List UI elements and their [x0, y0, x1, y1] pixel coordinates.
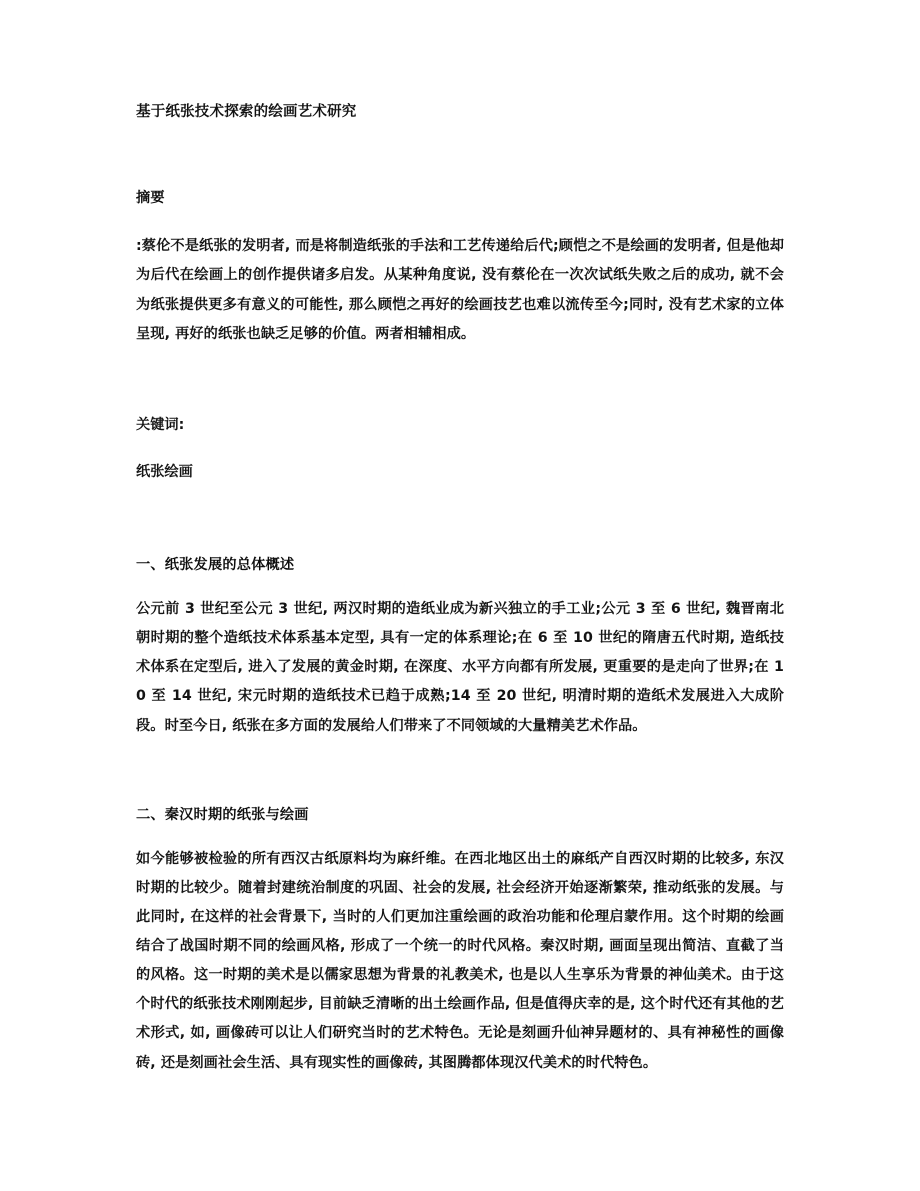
keywords-label: 关键词: — [136, 416, 185, 433]
section-body-one: 公元前 3 世纪至公元 3 世纪, 两汉时期的造纸业成为新兴独立的手工业;公元 3 至 6 世纪, 魏晋南北朝时期的整个造纸技术体系基本定型, 具有一定的体系理论;在 6 至 10 世纪的隋唐五代时期, 造纸技术体系在定型后, 进入了发展的黄金时期, 在深度、水平方向都有所发展, 更重要的是走向了世界;在 10 至 14 世纪, 宋元时期的造纸技术已趋于成熟;14 至 20 世纪, 明清时期的造纸术发展进入大成阶段。时至今日, 纸张在多方面的发展给人们带来了不同领域的大量精美艺术作品。 — [136, 601, 784, 734]
abstract-body: :蔡伦不是纸张的发明者, 而是将制造纸张的手法和工艺传递给后代;顾恺之不是绘画的发明者, 但是他却为后代在绘画上的创作提供诸多启发。从某种角度说, 没有蔡伦在一次次试纸失败之后的成功, 就不会为纸张提供更多有意义的可能性, 那么顾恺之再好的绘画技艺也难以流传至今;同时, 没有艺术家的立体呈现, 再好的纸张也缺乏足够的价值。两者相辅相成。 — [136, 238, 784, 342]
section-body-two: 如今能够被检验的所有西汉古纸原料均为麻纤维。在西北地区出土的麻纸产自西汉时期的比较多, 东汉时期的比较少。随着封建统治制度的巩固、社会的发展, 社会经济开始逐渐繁荣, 推动纸张的发展。与此同时, 在这样的社会背景下, 当时的人们更加注重绘画的政治功能和伦理启蒙作用。这个时期的绘画结合了战国时期不同的绘画风格, 形成了一个统一的时代风格。秦汉时期, 画面呈现出简洁、直截了当的风格。这一时期的美术是以儒家思想为背景的礼教美术, 也是以人生享乐为背景的神仙美术。由于这个时代的纸张技术刚刚起步, 目前缺乏清晰的出土绘画作品, 但是值得庆幸的是, 这个时代还有其他的艺术形式, 如, 画像砖可以让人们研究当时的艺术特色。无论是刻画升仙神异题材的、具有神秘性的画像砖, 还是刻画社会生活、具有现实性的画像砖, 其图腾都体现汉代美术的时代特色。 — [136, 850, 784, 1071]
spacer-section-one-two — [136, 741, 784, 803]
spacer-keywords-section-one — [136, 487, 784, 553]
spacer-title-abstract — [136, 124, 784, 186]
keywords-value: 纸张绘画 — [136, 463, 193, 480]
spacer-section-two-heading-body — [136, 827, 784, 845]
page-title: 基于纸张技术探索的绘画艺术研究 — [136, 104, 357, 120]
section-heading-two: 二、秦汉时期的纸张与绘画 — [136, 806, 309, 823]
spacer-keywords-label-value — [136, 440, 784, 458]
abstract-heading: 摘要 — [136, 190, 165, 207]
spacer-section-one-heading-body — [136, 577, 784, 595]
section-heading-one: 一、纸张发展的总体概述 — [136, 556, 295, 573]
spacer-abstract-keywords — [136, 349, 784, 411]
document-content — [136, 101, 784, 1078]
spacer-abstract-heading-body — [136, 210, 784, 232]
